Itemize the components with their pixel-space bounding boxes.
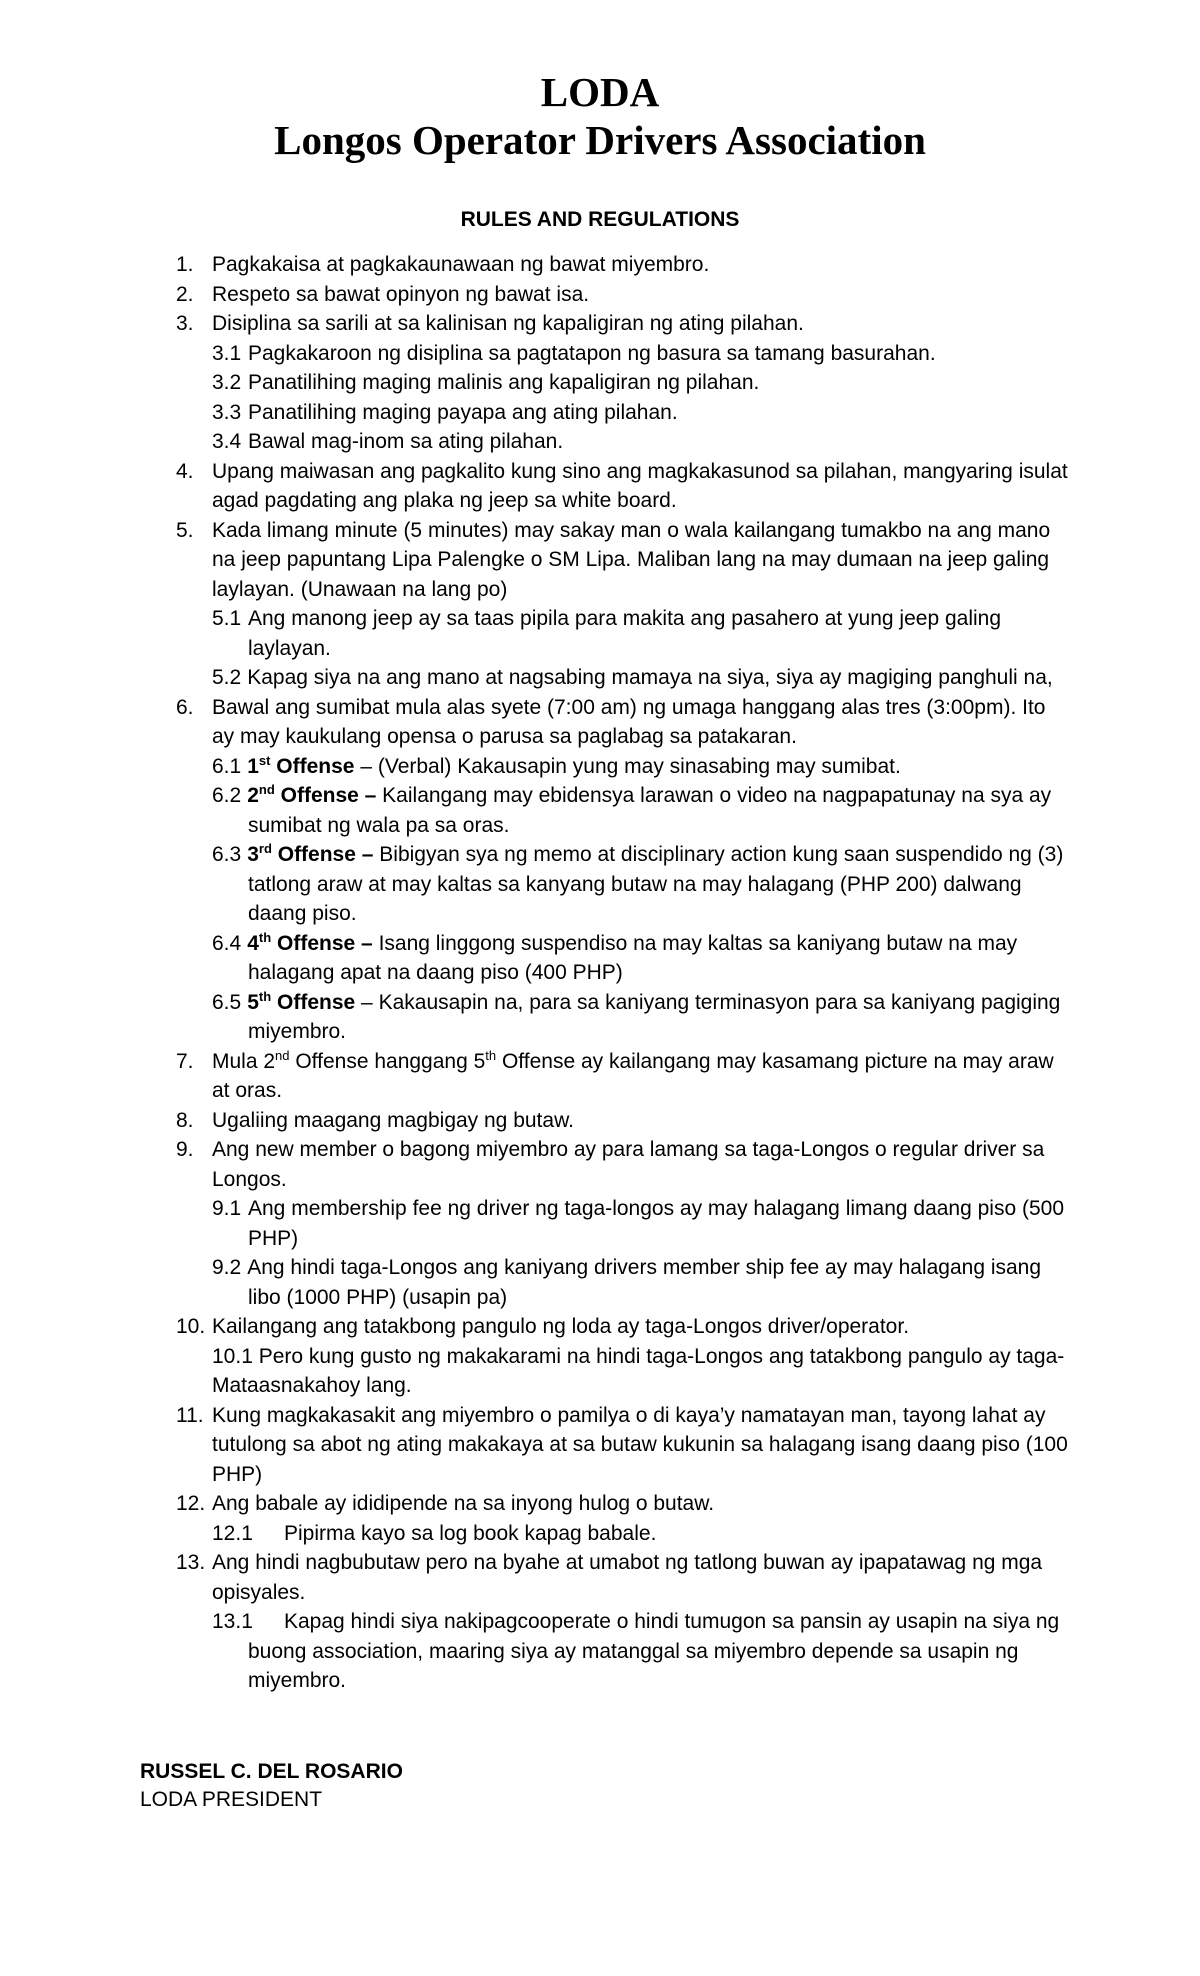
offense-ordinal: 4th Offense –	[247, 929, 373, 955]
rule-text: Disiplina sa sarili at sa kalinisan ng kapaligiran ng ating pilahan.	[212, 312, 804, 335]
rule-number: 3.	[176, 312, 194, 335]
sub-rule-text: Pipirma kayo sa log book kapag babale.	[284, 1521, 657, 1545]
section-title: RULES AND REGULATIONS	[460, 208, 740, 231]
rule-text: Ang new member o bagong miyembro ay para lamang sa taga-Longos o regular driver sa Longos.	[212, 1138, 1045, 1191]
sub-rule-number: 3.1	[212, 341, 242, 365]
sub-rule-number: 3.3	[212, 400, 242, 424]
sub-rule-number: 13.1	[212, 1610, 253, 1633]
sub-rule	[0, 1194, 1072, 1253]
rule-item	[0, 516, 1072, 605]
sub-rule	[0, 663, 1072, 693]
signatory-name: RUSSEL C. DEL ROSARIO	[140, 1760, 403, 1783]
sub-rule-number: 9.2	[212, 1256, 242, 1279]
rule-text: Pagkakaisa at pagkakaunawaan ng bawat miyembro.	[212, 253, 710, 276]
offense-rule: 6.5 5th Offense – Kakausapin na, para sa kaniyang terminasyon para sa kaniyang pagiging miyembro.	[212, 988, 1061, 1043]
offense-ordinal: 2nd Offense –	[247, 782, 377, 807]
sub-rule-number: 12.1	[212, 1521, 253, 1545]
rule-text: Bawal ang sumibat mula alas syete (7:00 am) ng umaga hanggang alas tres (3:00pm). Ito ay may kaukulang opensa o parusa sa paglabag sa patakaran.	[212, 695, 1046, 748]
rule-item	[0, 1401, 1072, 1490]
rule-number: 10.	[176, 1315, 206, 1338]
rule-number: 2.	[176, 282, 194, 306]
rule-number: 9.	[176, 1138, 194, 1161]
offense-number: 6.1	[212, 754, 242, 778]
sub-rule-number: 9.1	[212, 1197, 242, 1220]
rules-list	[0, 250, 1200, 1696]
rule-item	[0, 1548, 1072, 1607]
sub-rule	[0, 1607, 1072, 1696]
offense-number: 6.5	[212, 990, 242, 1014]
offense-rule	[0, 840, 1072, 929]
sub-rule-number: 3.4	[212, 430, 242, 453]
sub-rule-number: 5.2	[212, 666, 242, 689]
offense-number: 6.3	[212, 843, 242, 866]
sub-rule-text: Bawal mag-inom sa ating pilahan.	[248, 430, 564, 453]
rule-text: Upang maiwasan ang pagkalito kung sino ang magkakasunod sa pilahan, mangyaring isulat agad pagdating ang plaka ng jeep sa white board.	[212, 459, 1068, 512]
association-acronym: LODA	[540, 69, 660, 115]
sub-rule-text: Ang membership fee ng driver ng taga-longos ay may halagang limang daang piso (500 PHP)	[248, 1197, 1065, 1250]
sub-rule	[0, 604, 1072, 663]
rule-item	[0, 457, 1072, 516]
sub-rule-text: Ang manong jeep ay sa taas pipila para makita ang pasahero at yung jeep galing laylayan.	[248, 607, 1002, 660]
rule-item	[0, 1106, 1072, 1136]
offense-rule: 6.1 1st Offense – (Verbal) Kakausapin yung may sinasabing may sumibat.	[0, 752, 1072, 782]
rule-item	[0, 693, 1072, 752]
offense-text: Bibigyan sya ng memo at disciplinary action kung saan suspendido ng (3) tatlong araw at may kaltas sa kanyang butaw na may halagang (PHP 200) dalwang daang piso.	[248, 843, 1064, 925]
sub-rule-text: Ang hindi taga-Longos ang kaniyang drivers member ship fee ay may halagang isang libo (1000 PHP) (usapin pa)	[247, 1256, 1042, 1309]
sub-rule	[0, 427, 1072, 457]
rule-item	[0, 1312, 1072, 1342]
sub-rule	[0, 368, 1072, 398]
rule-item	[0, 1489, 1072, 1519]
sub-rule-number: 3.2	[212, 371, 242, 394]
rule-number: 13.	[176, 1551, 206, 1574]
rule-text: Ang hindi nagbubutaw pero na byahe at umabot ng tatlong buwan ay ipapatawag ng mga opisyales.	[212, 1551, 1043, 1604]
sub-rule-text: Panatilihing maging malinis ang kapaligiran ng pilahan.	[248, 371, 760, 394]
offense-text: Isang linggong suspendiso na may kaltas sa kaniyang butaw na may halagang apat na daang piso (400 PHP)	[248, 931, 1018, 984]
sub-rule	[0, 1519, 1072, 1549]
offense-text: Kakausapin na, para sa kaniyang terminasyon para sa kaniyang pagiging miyembro.	[248, 990, 1061, 1043]
rule-number: 1.	[176, 253, 194, 276]
offense-ordinal: 3rd Offense –	[247, 841, 374, 866]
rule-number: 11.	[176, 1403, 204, 1427]
rule-item	[0, 1135, 1072, 1194]
rule-text: Kung magkakasakit ang miyembro o pamilya o di kaya’y namatayan man, tayong lahat ay tutulong sa abot ng ating makakaya at sa butaw kukunin sa halagang isang daang piso (100 PHP)	[212, 1403, 1068, 1486]
rule-text: Kailangang ang tatakbong pangulo ng loda ay taga-Longos driver/operator.	[212, 1315, 910, 1338]
sub-rule-number: 10.1	[212, 1344, 253, 1368]
sub-rule-text: Pero kung gusto ng makakarami na hindi taga-Longos ang tatakbong pangulo ay taga-Mataasnakahoy lang.	[212, 1344, 1065, 1397]
rule-number: 7.	[176, 1049, 194, 1073]
rule-item	[0, 1047, 1072, 1106]
sub-rule	[0, 398, 1072, 428]
offense-ordinal: 1st Offense	[247, 752, 355, 778]
sub-rule	[0, 1342, 1072, 1401]
offense-text: (Verbal) Kakausapin yung may sinasabing may sumibat.	[377, 754, 901, 778]
sub-rule-text: Pagkakaroon ng disiplina sa pagtatapon ng basura sa tamang basurahan.	[248, 341, 936, 365]
offense-rule	[0, 781, 1072, 840]
rule-text: Ang babale ay ididipende na sa inyong hulog o butaw.	[212, 1492, 715, 1515]
rule-number: 8.	[176, 1108, 194, 1132]
sub-rule-text: Panatilihing maging payapa ang ating pilahan.	[248, 400, 678, 424]
offense-number: 6.4	[212, 931, 242, 955]
sub-rule	[0, 1253, 1072, 1312]
rule-number: 6.	[176, 695, 194, 719]
signatory-title: LODA PRESIDENT	[140, 1788, 323, 1811]
rule-text: Ugaliing maagang magbigay ng butaw.	[212, 1108, 574, 1132]
rule-item	[0, 309, 1072, 339]
signature-block	[140, 1758, 403, 1814]
association-name: Longos Operator Drivers Association	[274, 117, 926, 163]
sub-rule-number: 5.1	[212, 607, 242, 630]
rule-text: Respeto sa bawat opinyon ng bawat isa.	[212, 282, 590, 306]
rule-item	[0, 280, 1072, 310]
offense-text: Kailangang may ebidensya larawan o video na nagpapatunay na sya ay sumibat ng wala pa sa oras.	[248, 784, 1052, 837]
rule-item	[0, 250, 1072, 280]
offense-number: 6.2	[212, 784, 242, 807]
offense-rule	[0, 929, 1072, 988]
offense-ordinal: 5th Offense	[247, 988, 356, 1014]
rule-text: Mula 2nd Offense hanggang 5th Offense ay kailangang may kasamang picture na may araw at oras.	[212, 1047, 1054, 1102]
sub-rule	[0, 339, 1072, 369]
rule-text: Kada limang minute (5 minutes) may sakay man o wala kailangang tumakbo na ang mano na jeep papuntang Lipa Palengke o SM Lipa. Maliban lang na may dumaan na jeep galing laylayan. (Unawaan na lang po)	[212, 518, 1051, 601]
rule-number: 4.	[176, 459, 194, 483]
sub-rule-text: Kapag siya na ang mano at nagsabing mamaya na siya, siya ay magiging panghuli na,	[247, 666, 1053, 689]
rule-number: 12.	[176, 1492, 206, 1515]
sub-rule-text: Kapag hindi siya nakipagcooperate o hindi tumugon sa pansin ay usapin na siya ng buong association, maaring siya ay matanggal sa miyembro depende sa usapin ng miyembro.	[248, 1610, 1060, 1692]
rule-number: 5.	[176, 518, 194, 542]
